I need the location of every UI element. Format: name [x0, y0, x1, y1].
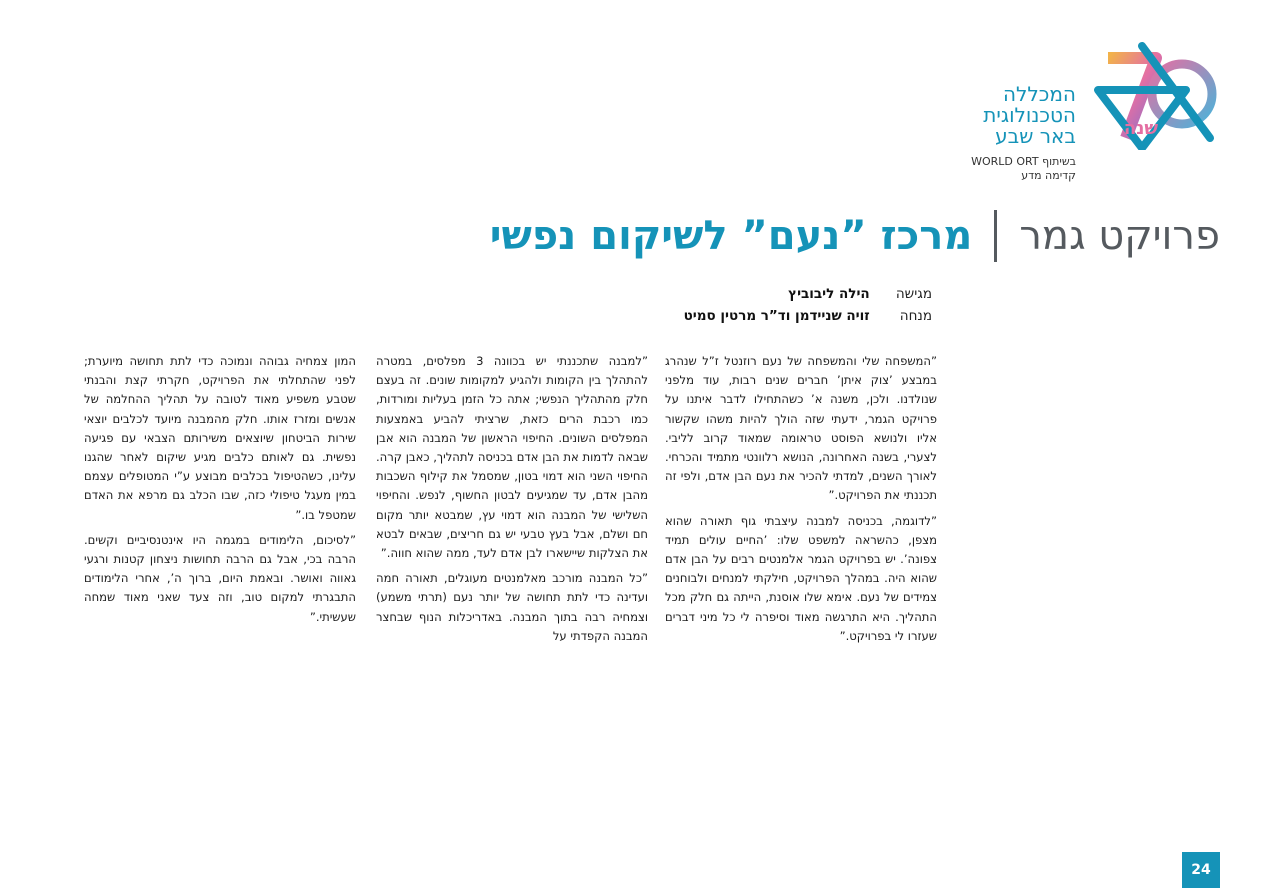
- credit-name: זויה שניידמן וד”ר מרטין סמיט: [683, 308, 870, 324]
- credit-name: הילה ליבוביץ: [788, 286, 870, 302]
- credits: [684, 283, 932, 327]
- anniversary-badge-text: שנה: [1123, 118, 1158, 139]
- college-name-line2: הטכנולוגית: [983, 103, 1076, 127]
- credit-advisor: [684, 305, 932, 327]
- title-section-label: פרויקט גמר: [1019, 213, 1220, 259]
- paragraph: המון צמחיה גבוהה ונמוכה כדי לתת תחושה מיוערת; לפני שהתחלתי את הפרויקט, חקרתי קצת והבנתי שטבע משפיע מאוד לטובה על תהליך ההחלמה של אנשים ומזרז אותו. חלק מהמבנה מיועד לכלבים יוצאי שירות הביטחון שיוצאים משירותם הצבאי עם פגיעה נפשית. גם לאותם כלבים מגיע שיקום לאחר שהגנו עלינו, כשהטיפול בכלבים מבוצע ע”י המטופלים עצמם במין מעגל טיפולי כזה, שבו הכלב גם מרפא את האדם שמטפל בו.”: [84, 354, 356, 522]
- paragraph: ”לסיכום, הלימודים במגמה היו אינטנסיביים וקשים. הרבה בכי, אבל גם הרבה תחושות ניצחון קטנות ורגעי גאווה ואושר. ובאמת היום, ברוך ה’, אחרי הלימודים התבגרתי למקום טוב, וזה צעד שאני מאוד שמחה שעשיתי.”: [84, 532, 356, 624]
- college-name-line3: באר שבע: [995, 124, 1076, 148]
- article-column-middle: [376, 352, 648, 652]
- partner-line2: קדימה מדע: [1021, 169, 1076, 182]
- paragraph: ”המשפחה שלי והמשפחה של נעם רוזנטל ז”ל שנהרג במבצע ’צוק איתן’ חברים שנים רבות, עוד מלפני שנולדנו. ולכן, משנה א’ כשהתחילו לדבר איתנו על פרויקט הגמר, ידעתי שזה הולך להיות משהו שקשור אליו ולנושא הפוסט טראומה שמאוד קרוב לליבי. לצערי, בשנה האחרונה, הנושא רלוונטי מתמיד והכרחי. לאורך השנים, למדתי להכיר את נעם הבן אדם, ולפי זה תכננתי את הפרויקט.”: [665, 354, 937, 503]
- paragraph: ”לדוגמה, בכניסה למבנה עיצבתי גוף תאורה שהוא מצפן, כהשראה למשפט שלו: ’החיים עולים תמיד צפונה’. יש בפרויקט הגמר אלמנטים רבים על הבן אדם שהוא היה. במהלך הפרויקט, חילקתי למנחים ולבוחנים צמידים של נעם. אימא שלו אוסנת, הייתה גם חלק מכל התהליך. היא התרגשה מאוד וסיפרה לי כל מיני דברים שעזרו לי בפרויקט.”: [665, 513, 937, 643]
- college-name: [983, 84, 1076, 147]
- college-name-line1: המכללה: [1002, 82, 1076, 106]
- credit-role: מגישה: [895, 286, 932, 302]
- article-column-left: [84, 352, 356, 633]
- page-number: 24: [1182, 852, 1220, 888]
- college-logo: [968, 38, 1228, 188]
- project-title: מרכז ”נעם” לשיקום נפשי: [489, 213, 973, 259]
- page-title: [490, 210, 1220, 262]
- partner-line1: בשיתוף WORLD ORT: [971, 155, 1076, 168]
- partners: [971, 155, 1076, 183]
- title-divider: [994, 210, 997, 262]
- paragraph: ”למבנה שתכננתי יש בכוונה 3 מפלסים, במטרה להתהלך בין הקומות ולהגיע למקומות שונים. זה בעצם חלק מהתהליך הנפשי; אתה כל הזמן בעליות ומורדות, כמו רכבת הרים כזאת, שרציתי להביע באמצעות המפלסים השונים. החיפוי הראשון של המבנה הוא אבן שבאה לדמות את הבן אדם בכניסה לתהליך, כאבן קרה. החיפוי השני הוא דמוי בטון, שמסמל את קילוף השכבות מהבן אדם, עד שמגיעים לבטון החשוף, לנפש. והחיפוי השלישי של המבנה הוא דמוי עץ, שמבטא יותר מקום חם ושלם, אבל בעץ טבעי יש גם חריצים, שבאים לבטא את הצלקות שיישארו לבן אדם לעד, ממה שהוא חווה.”: [376, 354, 648, 561]
- credit-presenter: [684, 283, 932, 305]
- anniversary-70-emblem: [1086, 38, 1226, 150]
- article-column-right: [665, 352, 937, 652]
- paragraph: ”כל המבנה מורכב מאלמנטים מעוגלים, תאורה חמה ועדינה כדי לתת תחושה של יותר נעם (תרתי משמע) וצמחיה רבה בתוך המבנה. באדריכלות הנוף שבחצר המבנה הקפדתי על: [376, 571, 648, 643]
- credit-role: מנחה: [899, 308, 932, 324]
